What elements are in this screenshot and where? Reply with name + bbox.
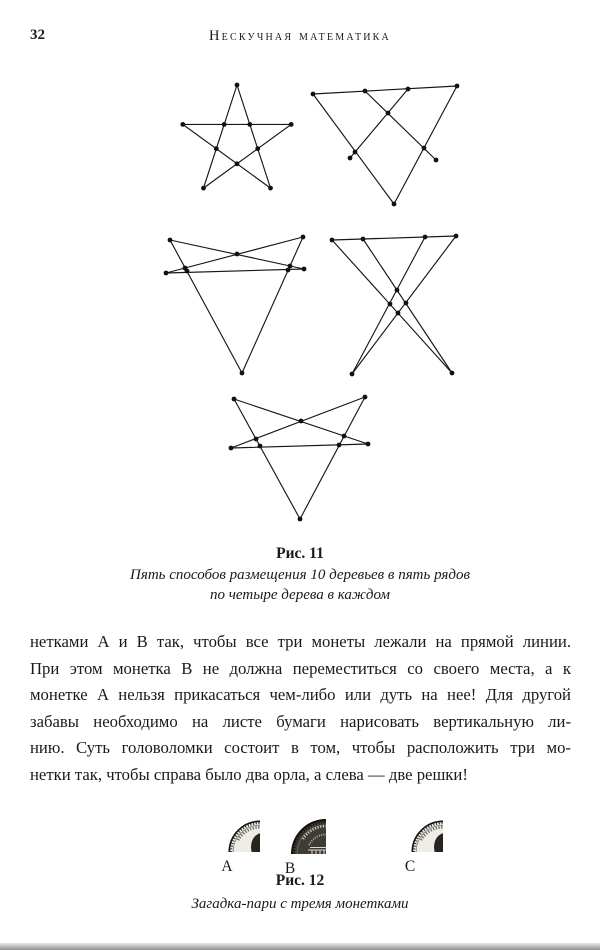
paragraph-line: монетке А нельзя прикасаться чем-либо или дуть на нее! Для другой — [30, 685, 571, 705]
page-bottom-edge-shadow — [0, 943, 600, 950]
diagram-bottom-arrowhead — [229, 395, 371, 522]
paragraph-line: При этом монетка В не должна переместиться со своего места, а к — [30, 658, 571, 678]
page-number: 32 — [30, 27, 45, 43]
figure12-label: Рис. 12 — [275, 872, 325, 889]
figure11-label: Рис. 11 — [276, 545, 324, 562]
coin-b-label: B — [284, 860, 296, 877]
paragraph-line: нию. Суть головоломки состоит в том, чтобы расположить три мо- — [30, 738, 571, 758]
diagram-crossed-fan — [330, 234, 459, 377]
running-head: Нескучная математика — [209, 28, 391, 44]
diagram-narrow-funnel — [311, 84, 460, 207]
paragraph-line: нетки так, чтобы справа было два орла, а слева — две решки! — [30, 764, 468, 784]
coin-b-image — [254, 782, 326, 854]
diagram-wide-arrowhead — [164, 235, 307, 376]
coin-c-image — [377, 786, 443, 852]
coin-a-label: A — [221, 858, 233, 875]
coin-a-image — [194, 786, 260, 852]
diagram-star — [180, 83, 293, 191]
body-paragraph — [30, 629, 571, 789]
paragraph-line: забавы необходимо на листе бумаги нарисовать вертикальную ли- — [30, 711, 571, 731]
paragraph-line: нетками А и В так, чтобы все три монеты лежали на прямой линии. — [30, 632, 571, 651]
coin-c — [377, 786, 443, 876]
coin-c-label: C — [404, 858, 416, 875]
figure11-caption-line1: Пять способов размещения 10 деревьев в пять рядов — [130, 567, 470, 583]
figure11-caption-line2: по четыре дерева в каждом — [210, 587, 390, 603]
figure12-caption: Загадка-пари с тремя монетками — [191, 896, 409, 912]
coin-a — [194, 786, 260, 876]
coin-b — [254, 782, 326, 878]
